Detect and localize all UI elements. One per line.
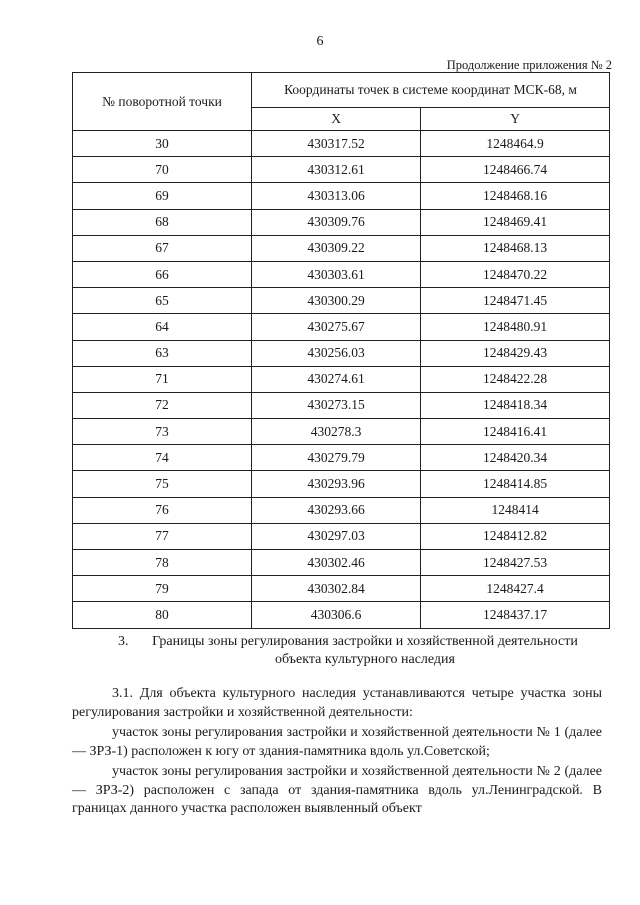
point-cell: 30 — [73, 131, 252, 157]
x-cell: 430274.61 — [252, 366, 421, 392]
table-row — [73, 576, 610, 602]
y-cell: 1248427.53 — [421, 550, 610, 576]
point-cell: 72 — [73, 392, 252, 418]
table-row — [73, 471, 610, 497]
y-cell: 1248414 — [421, 497, 610, 523]
y-cell: 1248464.9 — [421, 131, 610, 157]
table-row — [73, 602, 610, 628]
y-cell: 1248427.4 — [421, 576, 610, 602]
point-cell: 69 — [73, 183, 252, 209]
point-cell: 73 — [73, 419, 252, 445]
table-row — [73, 419, 610, 445]
point-cell: 79 — [73, 576, 252, 602]
x-cell: 430303.61 — [252, 261, 421, 287]
paragraph: 3.1. Для объекта культурного наследия устанавливаются четыре участка зоны регулирования застройки и хозяйственной деятельности: — [72, 686, 602, 720]
y-cell: 1248429.43 — [421, 340, 610, 366]
table-row — [73, 392, 610, 418]
x-cell: 430309.76 — [252, 209, 421, 235]
table-row — [73, 131, 610, 157]
point-cell: 64 — [73, 314, 252, 340]
x-cell: 430279.79 — [252, 445, 421, 471]
coordinate-system-header: Координаты точек в системе координат МСК-68, м — [252, 73, 610, 108]
table-row — [73, 340, 610, 366]
y-cell: 1248469.41 — [421, 209, 610, 235]
table-row — [73, 523, 610, 549]
point-cell: 63 — [73, 340, 252, 366]
x-cell: 430300.29 — [252, 288, 421, 314]
y-cell: 1248422.28 — [421, 366, 610, 392]
x-cell: 430309.22 — [252, 235, 421, 261]
point-cell: 74 — [73, 445, 252, 471]
x-cell: 430256.03 — [252, 340, 421, 366]
page-number: 6 — [316, 34, 324, 49]
x-cell: 430278.3 — [252, 419, 421, 445]
table-row — [73, 288, 610, 314]
table-row — [73, 497, 610, 523]
section-number: 3. — [118, 634, 129, 649]
y-cell: 1248480.91 — [421, 314, 610, 340]
x-cell: 430302.84 — [252, 576, 421, 602]
x-cell: 430293.66 — [252, 497, 421, 523]
point-cell: 78 — [73, 550, 252, 576]
section-title: Границы зоны регулирования застройки и хозяйственной деятельности объекта культурного наследия — [152, 634, 578, 667]
y-cell: 1248466.74 — [421, 157, 610, 183]
table-row — [73, 235, 610, 261]
y-cell: 1248412.82 — [421, 523, 610, 549]
x-cell: 430306.6 — [252, 602, 421, 628]
paragraph: участок зоны регулирования застройки и хозяйственной деятельности № 2 (далее — ЗРЗ-2) расположен с запада от здания-памятника вдоль ул.Ленинградской. В границах данного участка расположен выявленный объект — [72, 764, 602, 816]
y-cell: 1248471.45 — [421, 288, 610, 314]
x-cell: 430312.61 — [252, 157, 421, 183]
table-row — [73, 314, 610, 340]
table-row — [73, 183, 610, 209]
point-cell: 75 — [73, 471, 252, 497]
point-cell: 68 — [73, 209, 252, 235]
y-cell: 1248468.13 — [421, 235, 610, 261]
point-cell: 66 — [73, 261, 252, 287]
x-cell: 430273.15 — [252, 392, 421, 418]
table-row — [73, 445, 610, 471]
y-cell: 1248418.34 — [421, 392, 610, 418]
point-cell: 80 — [73, 602, 252, 628]
table-row — [73, 261, 610, 287]
y-header: Y — [421, 108, 610, 131]
point-cell: 71 — [73, 366, 252, 392]
table-row — [73, 550, 610, 576]
point-cell: 65 — [73, 288, 252, 314]
table-row — [73, 209, 610, 235]
section-heading — [118, 633, 590, 669]
point-cell: 67 — [73, 235, 252, 261]
y-cell: 1248437.17 — [421, 602, 610, 628]
coordinates-table — [72, 72, 610, 629]
continuation-note: Продолжение приложения № 2 — [446, 58, 612, 72]
x-cell: 430275.67 — [252, 314, 421, 340]
y-cell: 1248416.41 — [421, 419, 610, 445]
y-cell: 1248414.85 — [421, 471, 610, 497]
y-cell: 1248468.16 — [421, 183, 610, 209]
point-cell: 76 — [73, 497, 252, 523]
y-cell: 1248420.34 — [421, 445, 610, 471]
x-cell: 430317.52 — [252, 131, 421, 157]
point-cell: 77 — [73, 523, 252, 549]
x-cell: 430313.06 — [252, 183, 421, 209]
x-cell: 430302.46 — [252, 550, 421, 576]
body-text — [72, 685, 602, 821]
table-row — [73, 157, 610, 183]
table-row — [73, 366, 610, 392]
point-cell: 70 — [73, 157, 252, 183]
paragraph: участок зоны регулирования застройки и хозяйственной деятельности № 1 (далее — ЗРЗ-1) расположен к югу от здания-памятника вдоль ул.Советской; — [72, 725, 602, 759]
x-cell: 430297.03 — [252, 523, 421, 549]
x-header: X — [252, 108, 421, 131]
x-cell: 430293.96 — [252, 471, 421, 497]
y-cell: 1248470.22 — [421, 261, 610, 287]
point-number-header: № поворотной точки — [73, 73, 252, 131]
